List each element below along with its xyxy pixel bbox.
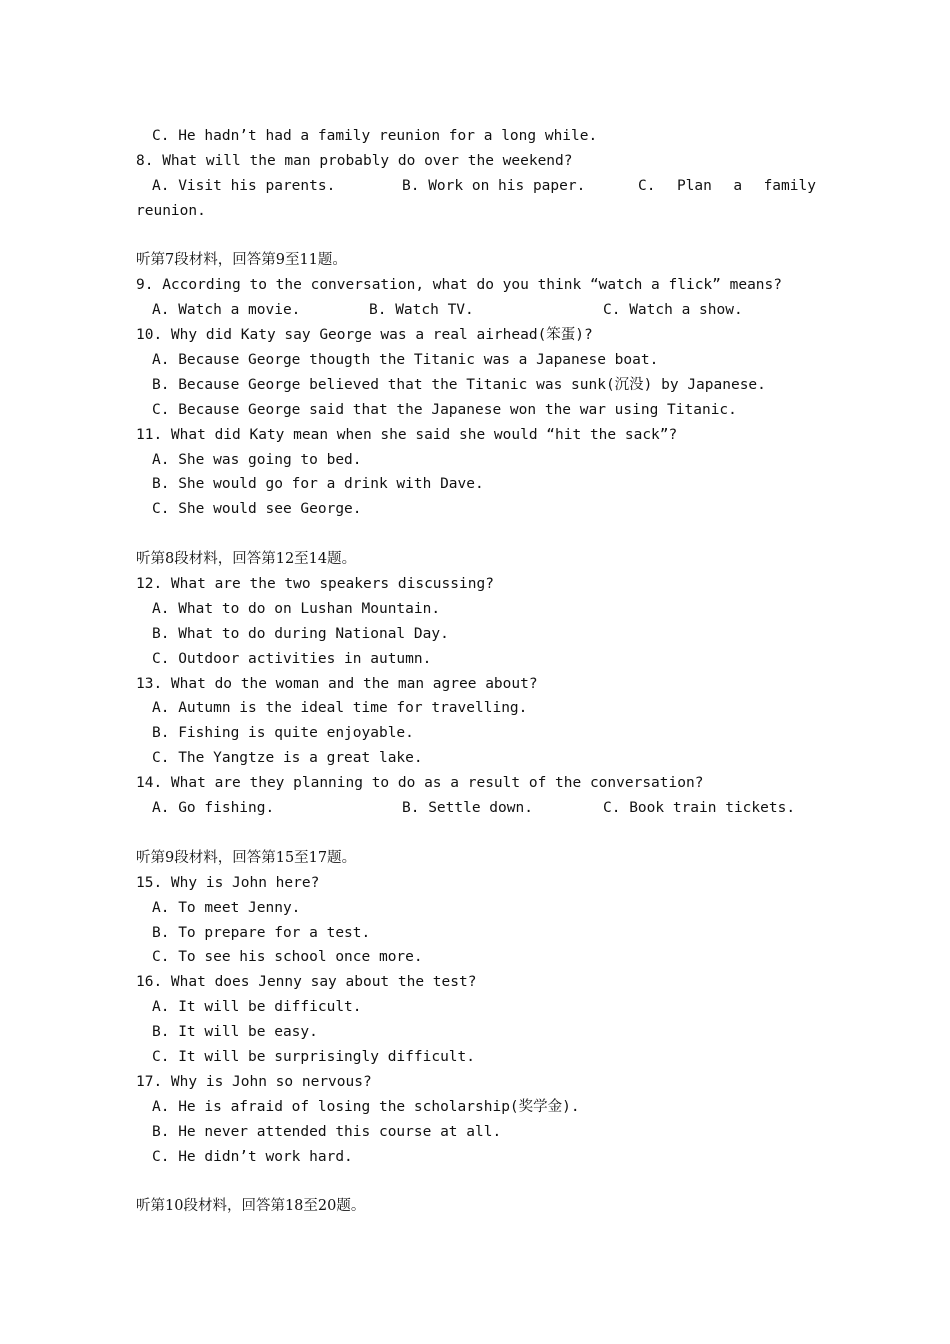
q16-option-a: A. It will be difficult. [152, 999, 362, 1016]
q13-question: 13. What do the woman and the man agree about? [136, 675, 538, 692]
q15-question: 15. Why is John here? [136, 874, 320, 891]
q8-option-a: A. Visit his parents. [152, 177, 336, 194]
q12-option-a: A. What to do on Lushan Mountain. [152, 600, 441, 617]
q9-option-a: A. Watch a movie. [152, 302, 301, 319]
section-heading-10: 听第10段材料，回答第18至20题。 [136, 1198, 366, 1215]
q9-question: 9. According to the conversation, what do you think “watch a flick” means? [136, 277, 783, 294]
q13-option-b: B. Fishing is quite enjoyable. [152, 725, 414, 742]
q15-option-a: A. To meet Jenny. [152, 899, 301, 916]
q13-option-a: A. Autumn is the ideal time for travelling. [152, 700, 528, 717]
q9-option-b: B. Watch TV. [369, 302, 474, 319]
q14-option-c: C. Book train tickets. [603, 800, 796, 817]
q11-question: 11. What did Katy mean when she said she would “hit the sack”? [136, 426, 678, 443]
exam-page [0, 124, 950, 1219]
q16-option-c: C. It will be surprisingly difficult. [152, 1048, 476, 1065]
spacer [0, 522, 950, 547]
q16-question: 16. What does Jenny say about the test? [136, 974, 477, 991]
spacer [0, 1169, 950, 1194]
q10-option-a: A. Because George thougth the Titanic was a Japanese boat. [152, 352, 659, 369]
q9-options [0, 298, 950, 323]
q10-option-b: B. Because George believed that the Titanic was sunk(沉没) by Japanese. [152, 376, 766, 393]
q15-option-b: B. To prepare for a test. [152, 924, 371, 941]
q8-option-c-continued: reunion. [136, 202, 206, 219]
q8-option-c-word: Plan [676, 177, 712, 194]
q12-option-c: C. Outdoor activities in autumn. [152, 650, 432, 667]
q11-option-a: A. She was going to bed. [152, 451, 362, 468]
q7-option-c: C. He hadn’t had a family reunion for a long while. [152, 128, 598, 144]
q8-option-c-word: a [733, 177, 743, 194]
section-heading-7: 听第7段材料，回答第9至11题。 [136, 252, 347, 269]
q17-option-c: C. He didn’t work hard. [152, 1148, 353, 1165]
section-heading-8: 听第8段材料，回答第12至14题。 [136, 551, 357, 568]
q8-option-b: B. Work on his paper. [402, 177, 586, 194]
q11-option-c: C. She would see George. [152, 501, 362, 518]
q8-option-c [638, 174, 816, 199]
q13-option-c: C. The Yangtze is a great lake. [152, 750, 423, 767]
q8-option-c-word: C. [638, 177, 656, 194]
q8-option-c-word: family [763, 177, 816, 194]
q14-options [0, 796, 950, 821]
spacer [0, 821, 950, 846]
q17-option-b: B. He never attended this course at all. [152, 1123, 502, 1140]
q14-option-a: A. Go fishing. [152, 800, 275, 817]
q14-question: 14. What are they planning to do as a result of the conversation? [136, 775, 704, 792]
q17-question: 17. Why is John so nervous? [136, 1073, 372, 1090]
q12-option-b: B. What to do during National Day. [152, 625, 449, 642]
spacer [0, 224, 950, 249]
q9-option-c: C. Watch a show. [603, 302, 743, 319]
q17-option-a: A. He is afraid of losing the scholarship(奖学金). [152, 1098, 580, 1115]
q10-option-c: C. Because George said that the Japanese won the war using Titanic. [152, 401, 737, 418]
q8-question: 8. What will the man probably do over the weekend? [136, 152, 573, 169]
q16-option-b: B. It will be easy. [152, 1024, 318, 1041]
q15-option-c: C. To see his school once more. [152, 949, 423, 966]
section-heading-9: 听第9段材料，回答第15至17题。 [136, 849, 357, 866]
q8-options [0, 174, 950, 199]
q14-option-b: B. Settle down. [402, 800, 533, 817]
q11-option-b: B. She would go for a drink with Dave. [152, 476, 484, 493]
q12-question: 12. What are the two speakers discussing? [136, 576, 494, 593]
q10-question: 10. Why did Katy say George was a real airhead(笨蛋)? [136, 327, 593, 344]
